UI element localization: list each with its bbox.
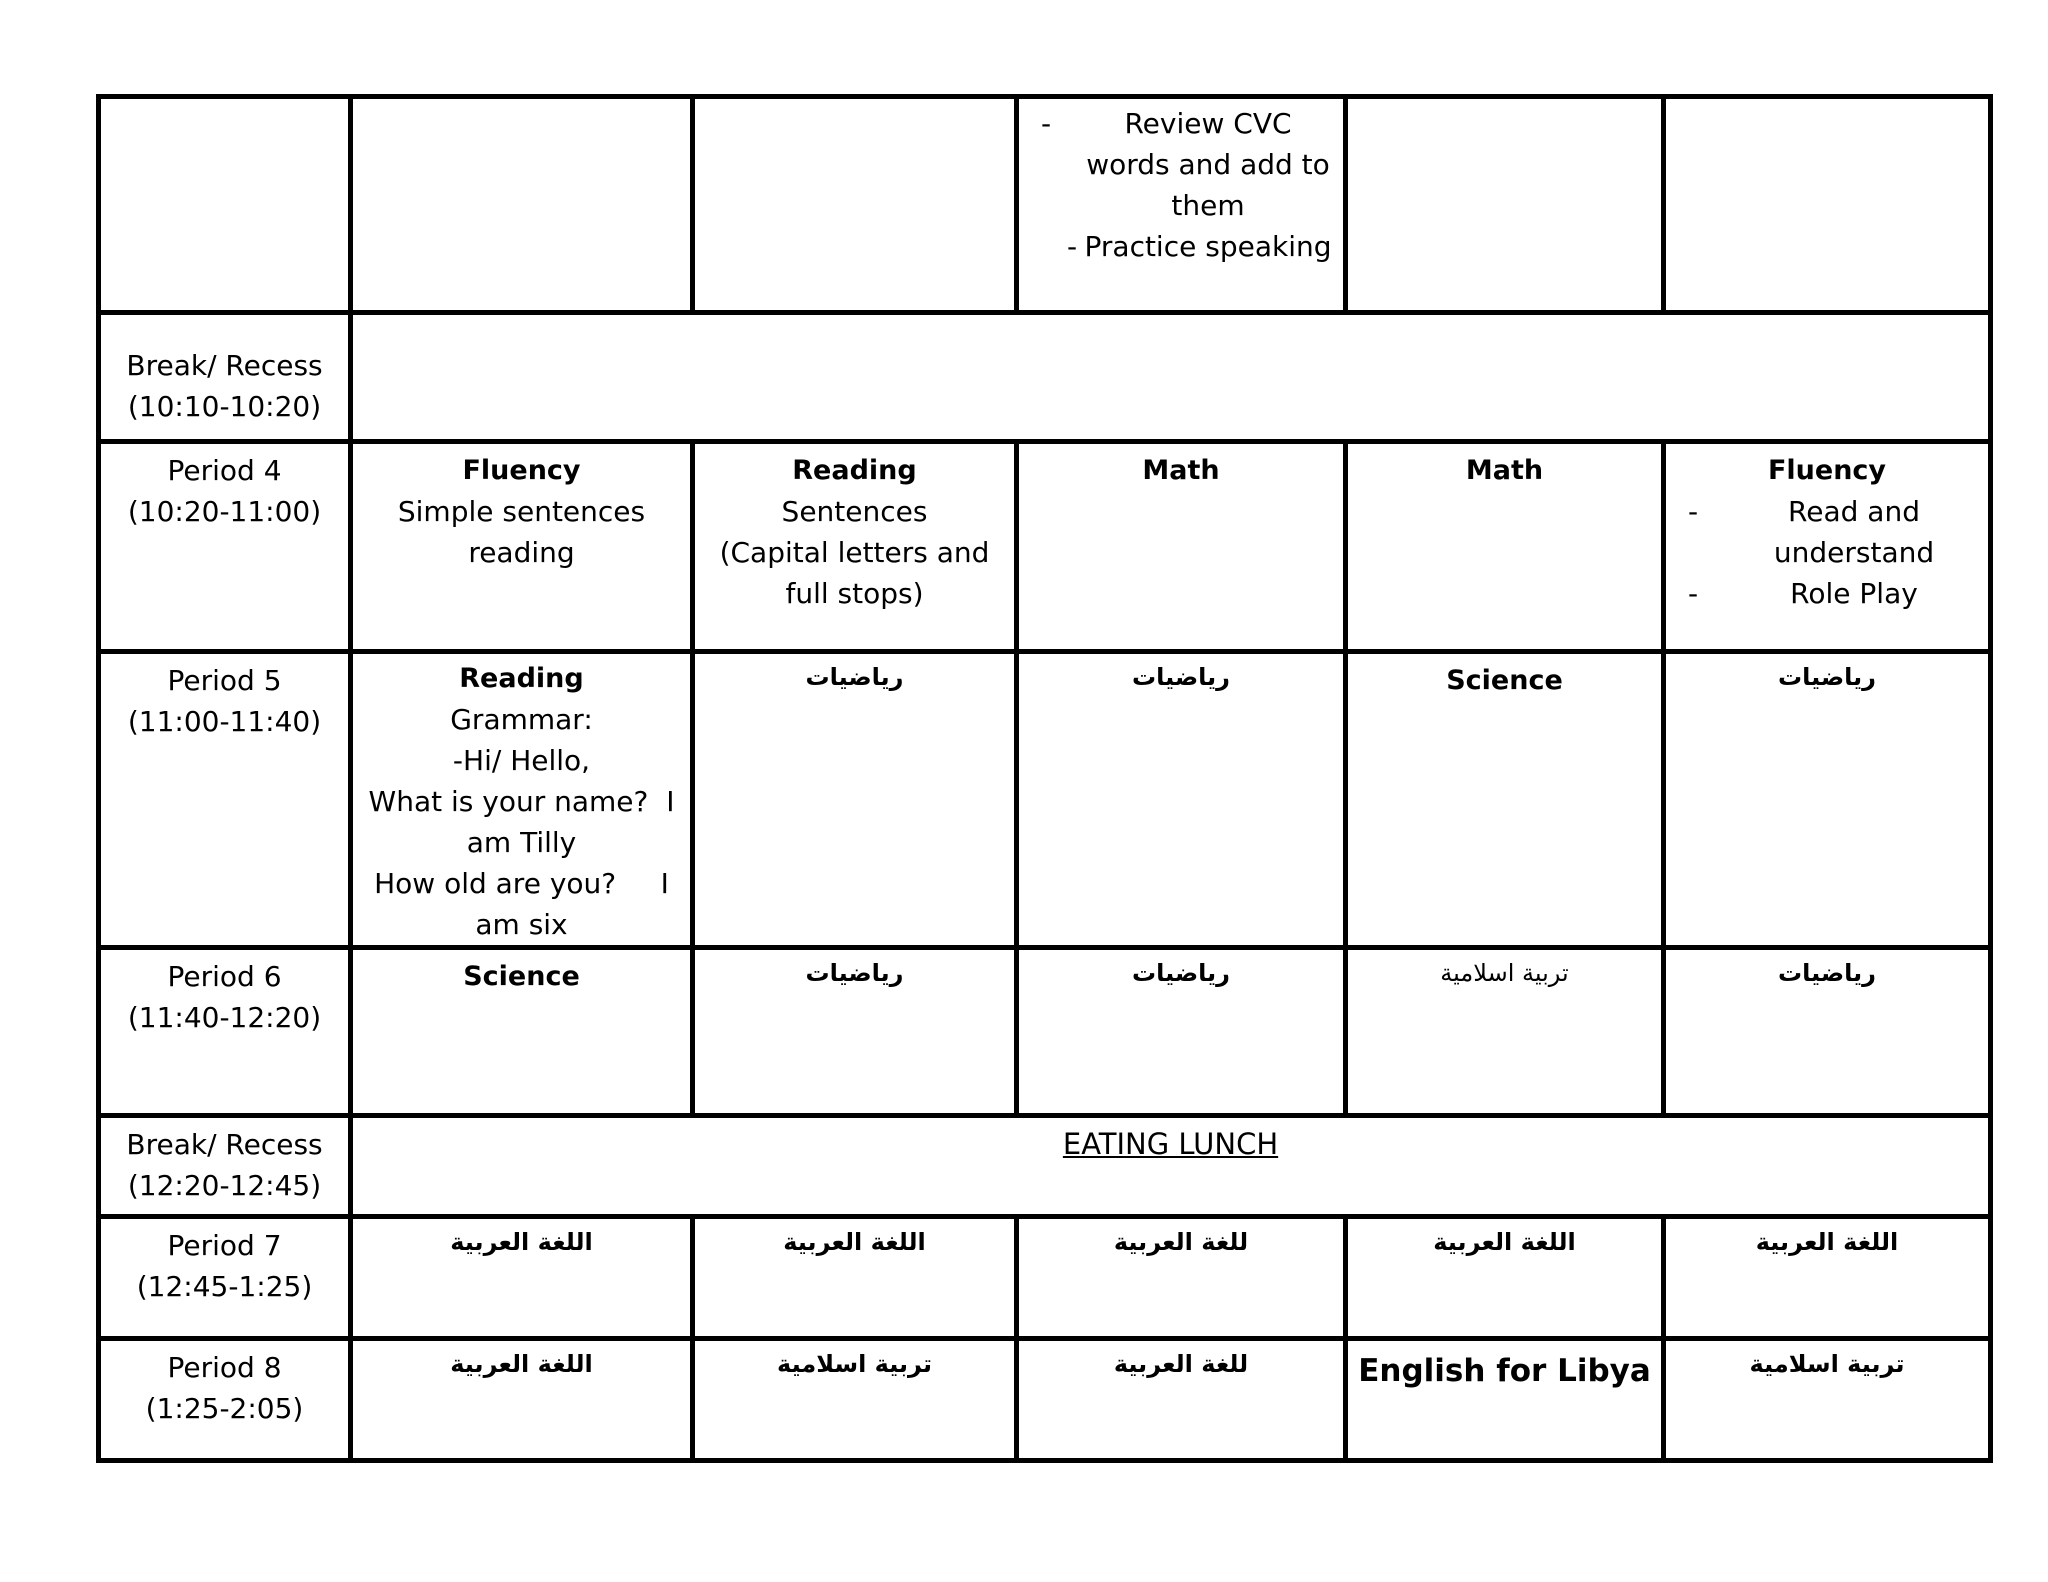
list-item: [1674, 491, 1980, 573]
arabic-subject: اللغة العربية: [1755, 1228, 1899, 1256]
list-item: [1674, 573, 1980, 614]
row-period-6: [99, 948, 1991, 1116]
lunch-label: EATING LUNCH: [1062, 1127, 1279, 1161]
lesson-line: am six: [475, 908, 568, 941]
period-6-sun: [351, 948, 693, 1116]
period-5-mon: [693, 652, 1017, 948]
dash-marker: -: [1688, 495, 1699, 528]
dash-marker: -: [1067, 230, 1078, 263]
arabic-subject: رياضيات: [1132, 959, 1230, 987]
break-1-label-cell: [99, 313, 351, 442]
period-5-sun: [351, 652, 693, 948]
list-item: [1027, 103, 1335, 226]
cell-top-tue: [1017, 97, 1346, 313]
arabic-subject: رياضيات: [805, 663, 904, 691]
period-4-thu: [1664, 442, 1991, 652]
arabic-subject: اللغة العربية: [450, 1228, 593, 1256]
period-7-mon: [693, 1217, 1017, 1339]
arabic-subject: للغة العربية: [1113, 1228, 1249, 1256]
lesson-line: reading: [468, 536, 575, 569]
lesson-line: Sentences: [781, 495, 928, 528]
arabic-subject: رياضيات: [1778, 663, 1876, 691]
list-item-text: Role Play: [1790, 577, 1918, 610]
arabic-subject: اللغة العربية: [450, 1350, 593, 1378]
arabic-subject: اللغة العربية: [783, 1228, 926, 1256]
list-item: [1027, 226, 1335, 267]
dash-marker: -: [1041, 107, 1052, 140]
cell-top-thu: [1664, 97, 1991, 313]
arabic-subject: رياضيات: [1778, 959, 1876, 987]
period-4-wed: [1346, 442, 1664, 652]
period-label: Period 7: [167, 1229, 282, 1262]
period-5-thu: [1664, 652, 1991, 948]
break-time: (10:10-10:20): [127, 390, 322, 423]
break-label: Break/ Recess: [126, 349, 323, 382]
period-7-tue: [1017, 1217, 1346, 1339]
timetable: [96, 94, 1993, 1463]
subject-title: Math: [1142, 455, 1220, 486]
subject-title: Science: [1446, 665, 1563, 696]
arabic-subject: اللغة العربية: [1433, 1228, 1576, 1256]
row-top: [99, 97, 1991, 313]
arabic-subject: رياضيات: [1132, 663, 1230, 691]
cell-top-label: [99, 97, 351, 313]
period-6-wed: [1346, 948, 1664, 1116]
arabic-subject: تربية اسلامية: [1749, 1350, 1905, 1378]
cell-top-wed: [1346, 97, 1664, 313]
subject-title: Fluency: [1767, 455, 1887, 486]
lesson-line: Simple sentences: [397, 495, 646, 528]
list-item-text: Review CVC words and add to them: [1086, 107, 1330, 222]
row-break-1: [99, 313, 1991, 442]
subject-title: Fluency: [462, 455, 581, 486]
period-8-wed: [1346, 1339, 1664, 1461]
period-7-sun: [351, 1217, 693, 1339]
row-period-8: [99, 1339, 1991, 1461]
list-item-text: Practice speaking: [1084, 230, 1332, 263]
period-time: (10:20-11:00): [127, 495, 322, 528]
row-period-7: [99, 1217, 1991, 1339]
lesson-line: How old are you? I: [374, 867, 669, 900]
period-5-label-cell: [99, 652, 351, 948]
arabic-subject: رياضيات: [805, 959, 904, 987]
cell-top-mon: [693, 97, 1017, 313]
row-break-2: [99, 1116, 1991, 1217]
period-7-label-cell: [99, 1217, 351, 1339]
period-4-mon: [693, 442, 1017, 652]
period-label: Period 8: [167, 1351, 282, 1384]
dash-marker: -: [1688, 577, 1699, 610]
period-5-tue: [1017, 652, 1346, 948]
row-period-4: [99, 442, 1991, 652]
period-time: (11:40-12:20): [127, 1001, 322, 1034]
lesson-line: What is your name? I: [368, 785, 675, 818]
list-item-text: Read and understand: [1773, 495, 1935, 569]
period-4-sun: [351, 442, 693, 652]
lesson-line: (Capital letters and: [719, 536, 990, 569]
period-label: Period 6: [167, 960, 282, 993]
period-7-thu: [1664, 1217, 1991, 1339]
period-label: Period 5: [167, 664, 282, 697]
subject-title: Science: [463, 961, 580, 992]
period-8-label-cell: [99, 1339, 351, 1461]
period-8-sun: [351, 1339, 693, 1461]
cell-top-sun: [351, 97, 693, 313]
subject-title: English for Libya: [1358, 1353, 1651, 1389]
period-5-wed: [1346, 652, 1664, 948]
period-6-tue: [1017, 948, 1346, 1116]
period-time: (11:00-11:40): [127, 705, 322, 738]
break-time: (12:20-12:45): [127, 1169, 322, 1202]
lesson-line: Grammar:: [450, 703, 593, 736]
break-label: Break/ Recess: [126, 1128, 323, 1161]
period-8-tue: [1017, 1339, 1346, 1461]
period-4-tue: [1017, 442, 1346, 652]
period-time: (12:45-1:25): [136, 1270, 313, 1303]
arabic-subject: تربية اسلامية: [777, 1350, 932, 1378]
arabic-subject: تربية اسلامية: [1440, 959, 1569, 987]
lesson-line: am Tilly: [466, 826, 577, 859]
period-8-thu: [1664, 1339, 1991, 1461]
break-1-content: [351, 313, 1991, 442]
period-7-wed: [1346, 1217, 1664, 1339]
subject-title: Math: [1465, 455, 1544, 486]
period-6-label-cell: [99, 948, 351, 1116]
review-list: [1027, 103, 1335, 267]
lesson-line: full stops): [785, 577, 924, 610]
period-4-label-cell: [99, 442, 351, 652]
break-2-content: [351, 1116, 1991, 1217]
lesson-line: -Hi/ Hello,: [452, 744, 591, 777]
period-6-mon: [693, 948, 1017, 1116]
row-period-5: [99, 652, 1991, 948]
period-6-thu: [1664, 948, 1991, 1116]
arabic-subject: للغة العربية: [1113, 1350, 1249, 1378]
subject-title: Reading: [792, 455, 917, 486]
fluency-list: [1674, 491, 1980, 614]
break-2-label-cell: [99, 1116, 351, 1217]
period-label: Period 4: [167, 454, 282, 487]
subject-title: Reading: [459, 663, 584, 694]
period-8-mon: [693, 1339, 1017, 1461]
period-time: (1:25-2:05): [145, 1392, 304, 1425]
